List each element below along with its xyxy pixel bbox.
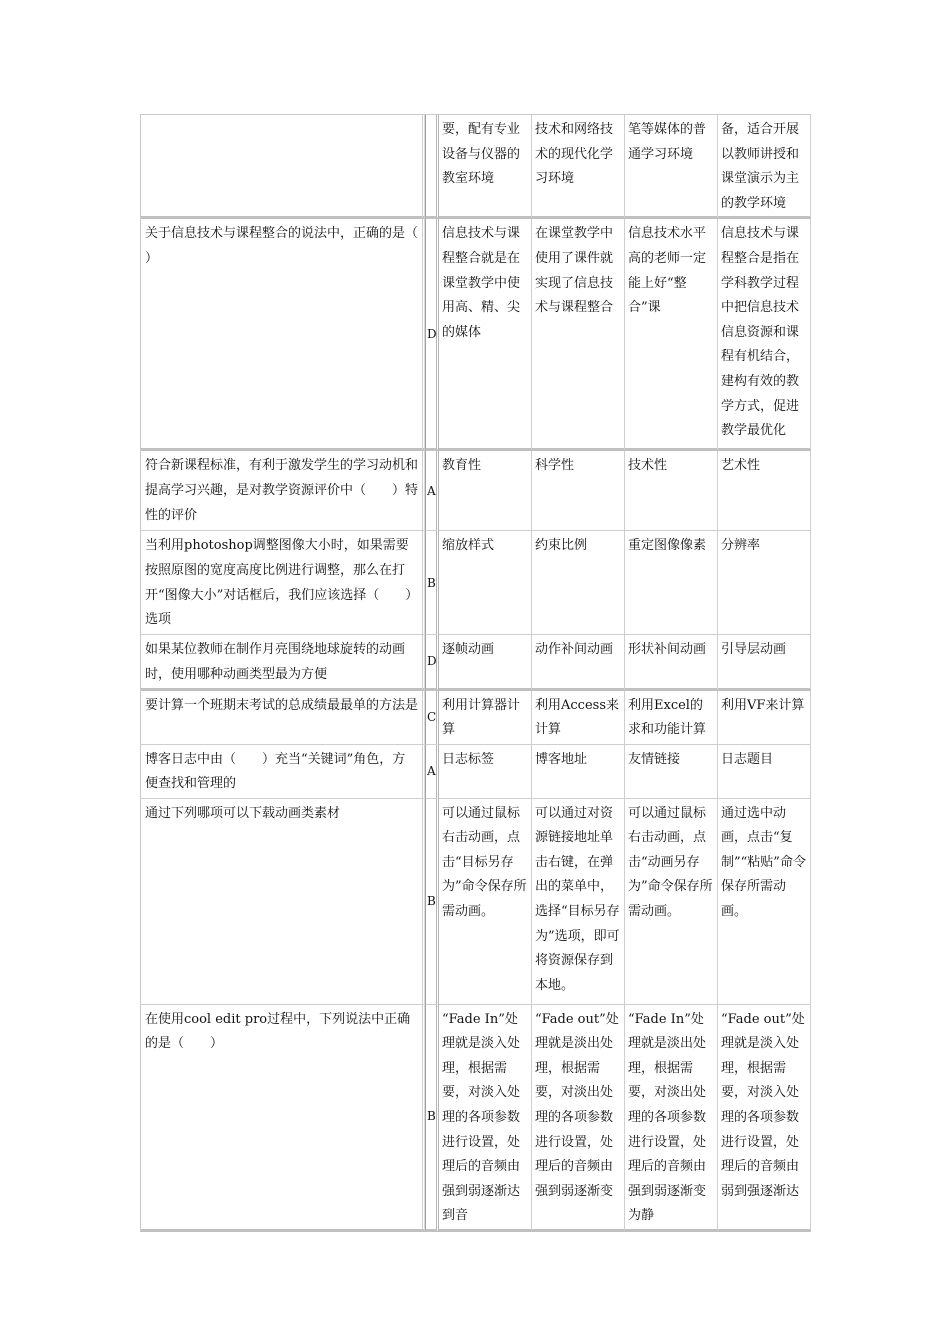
option-c-cell: 信息技术水平高的老师一定能上好“整合”课 bbox=[625, 219, 718, 451]
option-c-cell: 友情链接 bbox=[625, 745, 718, 799]
option-b-cell: “Fade out”处理就是淡出处理，根据需要，对淡出处理的各项参数进行设置，处理后的音频由强到弱逐渐变 bbox=[532, 1005, 625, 1232]
question-cell: 要计算一个班期末考试的总成绩最最单的方法是 bbox=[141, 691, 423, 745]
option-a-cell: 可以通过鼠标右击动画，点击“目标另存为”命令保存所需动画。 bbox=[439, 799, 532, 1005]
option-c-cell: 技术性 bbox=[625, 451, 718, 531]
question-cell bbox=[141, 115, 423, 219]
answer-cell: A bbox=[425, 745, 439, 799]
option-d-cell: 分辨率 bbox=[718, 531, 811, 635]
answer-cell: D bbox=[425, 219, 439, 451]
option-d-cell: 艺术性 bbox=[718, 451, 811, 531]
quiz-table-container bbox=[140, 114, 810, 1232]
option-c-cell: “Fade In”处理就是淡出处理，根据需要，对淡出处理的各项参数进行设置，处理后的音频由强到弱逐渐变为静 bbox=[625, 1005, 718, 1232]
answer-cell: D bbox=[425, 635, 439, 690]
option-d-cell: 日志题目 bbox=[718, 745, 811, 799]
option-b-cell: 博客地址 bbox=[532, 745, 625, 799]
option-c-cell: 形状补间动画 bbox=[625, 635, 718, 690]
table-row bbox=[141, 219, 811, 451]
answer-cell: C bbox=[425, 691, 439, 745]
table-row bbox=[141, 691, 811, 745]
option-b-cell: 动作补间动画 bbox=[532, 635, 625, 690]
table-row bbox=[141, 745, 811, 799]
option-d-cell: 通过选中动画，点击“复制”“粘贴”命令保存所需动画。 bbox=[718, 799, 811, 1005]
quiz-table bbox=[140, 114, 811, 1232]
question-cell: 通过下列哪项可以下载动画类素材 bbox=[141, 799, 423, 1005]
answer-cell: B bbox=[425, 531, 439, 635]
answer-cell: A bbox=[425, 451, 439, 531]
answer-cell bbox=[425, 115, 439, 219]
question-cell: 符合新课程标准，有利于激发学生的学习动机和提高学习兴趣，是对教学资源评价中（ ）特性的评价 bbox=[141, 451, 423, 531]
question-cell: 如果某位教师在制作月亮围绕地球旋转的动画时，使用哪种动画类型最为方便 bbox=[141, 635, 423, 690]
option-d-cell: 利用VF来计算 bbox=[718, 691, 811, 745]
table-row bbox=[141, 115, 811, 219]
option-b-cell: 科学性 bbox=[532, 451, 625, 531]
option-a-cell: 信息技术与课程整合就是在课堂教学中使用高、精、尖的媒体 bbox=[439, 219, 532, 451]
option-b-cell: 可以通过对资源链接地址单击右键，在弹出的菜单中，选择“目标另存为”选项，即可将资源保存到本地。 bbox=[532, 799, 625, 1005]
option-b-cell: 技术和网络技术的现代化学习环境 bbox=[532, 115, 625, 219]
question-cell: 关于信息技术与课程整合的说法中，正确的是（ ） bbox=[141, 219, 423, 451]
option-c-cell: 利用Excel的求和功能计算 bbox=[625, 691, 718, 745]
option-a-cell: 利用计算器计算 bbox=[439, 691, 532, 745]
option-d-cell: 备，适合开展以教师讲授和课堂演示为主的教学环境 bbox=[718, 115, 811, 219]
option-c-cell: 可以通过鼠标右击动画，点击“动画另存为”命令保存所需动画。 bbox=[625, 799, 718, 1005]
option-a-cell: 缩放样式 bbox=[439, 531, 532, 635]
option-c-cell: 重定图像像素 bbox=[625, 531, 718, 635]
question-cell: 在使用cool edit pro过程中，下列说法中正确的是（ ） bbox=[141, 1005, 423, 1232]
option-a-cell: “Fade In”处理就是淡入处理，根据需要，对淡入处理的各项参数进行设置，处理后的音频由强到弱逐渐达到音 bbox=[439, 1005, 532, 1232]
table-row bbox=[141, 531, 811, 635]
answer-cell: B bbox=[425, 1005, 439, 1232]
option-b-cell: 约束比例 bbox=[532, 531, 625, 635]
table-row bbox=[141, 635, 811, 690]
option-d-cell: “Fade out”处理就是淡入处理，根据需要，对淡入处理的各项参数进行设置，处理后的音频由弱到强逐渐达 bbox=[718, 1005, 811, 1232]
option-c-cell: 笔等媒体的普通学习环境 bbox=[625, 115, 718, 219]
table-row bbox=[141, 451, 811, 531]
option-a-cell: 日志标签 bbox=[439, 745, 532, 799]
option-a-cell: 要，配有专业设备与仪器的教室环境 bbox=[439, 115, 532, 219]
question-cell: 博客日志中由（ ）充当“关键词”角色，方便查找和管理的 bbox=[141, 745, 423, 799]
option-a-cell: 逐帧动画 bbox=[439, 635, 532, 690]
option-d-cell: 信息技术与课程整合是指在学科教学过程中把信息技术信息资源和课程有机结合，建构有效的教学方式，促进教学最优化 bbox=[718, 219, 811, 451]
option-b-cell: 在课堂教学中使用了课件就实现了信息技术与课程整合 bbox=[532, 219, 625, 451]
table-row bbox=[141, 1005, 811, 1232]
option-d-cell: 引导层动画 bbox=[718, 635, 811, 690]
option-b-cell: 利用Access来计算 bbox=[532, 691, 625, 745]
table-row bbox=[141, 799, 811, 1005]
answer-cell: B bbox=[425, 799, 439, 1005]
question-cell: 当利用photoshop调整图像大小时，如果需要按照原图的宽度高度比例进行调整，那么在打开“图像大小”对话框后，我们应该选择（ ）选项 bbox=[141, 531, 423, 635]
option-a-cell: 教育性 bbox=[439, 451, 532, 531]
